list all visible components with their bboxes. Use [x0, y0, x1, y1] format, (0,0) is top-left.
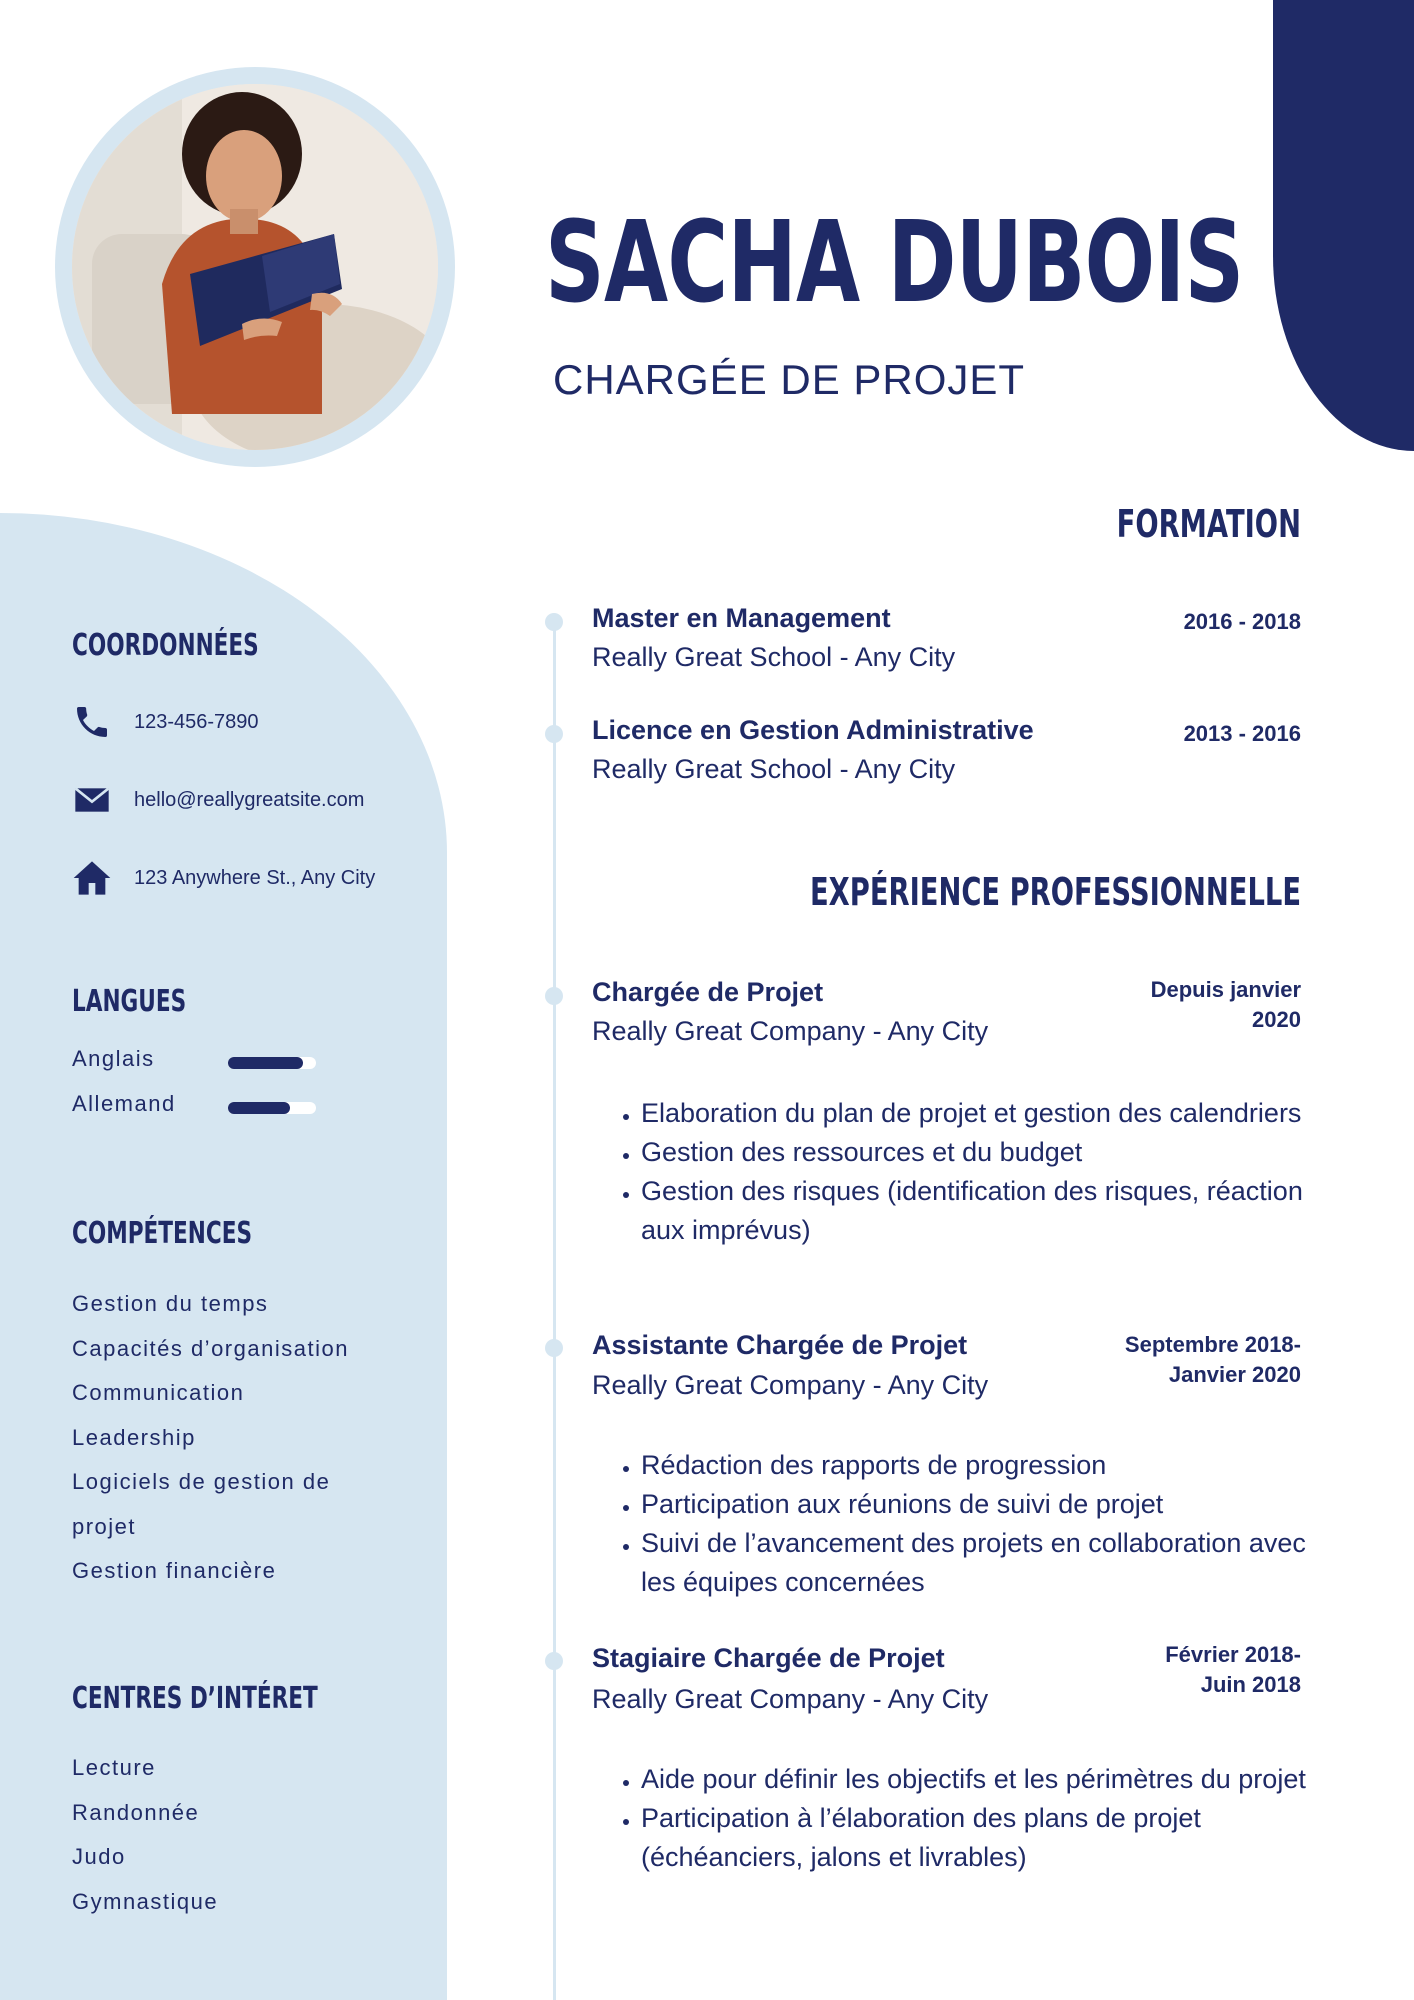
skills-heading: COMPÉTENCES: [72, 1216, 253, 1251]
job-duties-list: [592, 1446, 1341, 1602]
phone-row: [72, 700, 259, 744]
job-title: CHARGÉE DE PROJET: [553, 356, 1026, 403]
corner-decoration: [1273, 0, 1414, 451]
email-address: hello@reallygreatsite.com: [134, 788, 365, 811]
company-name: Really Great Company - Any City: [592, 1370, 989, 1400]
job-duties-list: [592, 1760, 1341, 1877]
interest-item: Judo: [72, 1844, 126, 1869]
school-name: Really Great School - Any City: [592, 642, 956, 672]
interests-list: [72, 1746, 218, 1924]
company-name: Really Great Company - Any City: [592, 1684, 989, 1714]
postal-address: 123 Anywhere St., Any City: [134, 866, 376, 889]
job-title: Assistante Chargée de Projet: [592, 1330, 968, 1360]
degree-title: Master en Management: [592, 603, 891, 633]
timeline-dot: [545, 725, 563, 743]
skill-item: Logiciels de gestion de projet: [72, 1469, 331, 1539]
skill-item: Leadership: [72, 1424, 196, 1450]
duty-item: • Suivi de l’avancement des projets en collaboration avec les équipes concernées: [641, 1524, 1341, 1602]
job-duties-list: [592, 1094, 1341, 1250]
duty-item: • Rédaction des rapports de progression: [641, 1446, 1341, 1485]
timeline-dot: [545, 987, 563, 1005]
job-title: Stagiaire Chargée de Projet: [592, 1643, 945, 1673]
profile-photo: [72, 84, 438, 450]
duty-item: • Gestion des ressources et du budget: [641, 1133, 1341, 1172]
duty-item: • Participation aux réunions de suivi de projet: [641, 1485, 1341, 1524]
language-level-bar: [228, 1057, 316, 1069]
interests-heading: CENTRES D’INTÉRET: [72, 1681, 318, 1716]
experience-heading: EXPÉRIENCE PROFESSIONNELLE: [809, 870, 1301, 914]
interest-item: Lecture: [72, 1755, 156, 1780]
job-dates: [1125, 1330, 1301, 1390]
education-heading: FORMATION: [1116, 502, 1301, 546]
job-date-line: Février 2018-: [1165, 1642, 1301, 1667]
skill-item: Capacités d’organisation: [72, 1335, 349, 1361]
timeline-line: [553, 620, 556, 2000]
language-level-bar: [228, 1102, 316, 1114]
job-dates: [1151, 975, 1301, 1035]
contact-heading: COORDONNÉES: [72, 628, 259, 663]
language-level-fill: [228, 1102, 290, 1114]
interest-item: Randonnée: [72, 1799, 200, 1825]
job-date-line: 2020: [1252, 1007, 1301, 1032]
skill-item: Gestion financière: [72, 1558, 277, 1583]
company-name: Really Great Company - Any City: [592, 1016, 989, 1046]
language-level-fill: [228, 1057, 303, 1069]
skill-item: Gestion du temps: [72, 1291, 269, 1316]
email-row: [72, 778, 365, 822]
mail-icon: [72, 780, 112, 820]
job-date-line: Depuis janvier: [1150, 977, 1301, 1002]
person-name: SACHA DUBOIS: [545, 198, 1244, 328]
language-name: Anglais: [72, 1046, 155, 1071]
timeline-dot: [545, 1652, 563, 1670]
duty-item: • Elaboration du plan de projet et gestion des calendriers: [641, 1094, 1341, 1133]
skill-item: Communication: [72, 1380, 245, 1405]
language-item: [72, 1091, 332, 1121]
timeline-dot: [545, 613, 563, 631]
timeline-dot: [545, 1339, 563, 1357]
job-date-line: Septembre 2018-: [1124, 1332, 1301, 1357]
job-date-line: Juin 2018: [1200, 1672, 1301, 1697]
phone-icon: [72, 702, 112, 742]
school-name: Really Great School - Any City: [592, 754, 956, 784]
education-dates: 2016 - 2018: [1183, 609, 1301, 634]
duty-item: • Gestion des risques (identification des risques, réaction aux imprévus): [641, 1172, 1341, 1250]
sidebar-background: [0, 513, 447, 2000]
phone-number: 123-456-7890: [134, 710, 259, 733]
language-name: Allemand: [72, 1091, 176, 1116]
profile-photo-frame: [55, 67, 455, 467]
skills-list: [72, 1282, 372, 1594]
interest-item: Gymnastique: [72, 1888, 219, 1914]
job-date-line: Janvier 2020: [1168, 1362, 1301, 1387]
degree-title: Licence en Gestion Administrative: [592, 715, 1034, 745]
job-dates: [1165, 1640, 1301, 1700]
home-icon: [72, 858, 112, 898]
job-title: Chargée de Projet: [592, 977, 824, 1007]
address-row: [72, 856, 376, 900]
education-dates: 2013 - 2016: [1183, 721, 1301, 746]
duty-item: • Participation à l’élaboration des plans de projet (échéanciers, jalons et livrables): [641, 1799, 1341, 1877]
language-item: [72, 1046, 332, 1076]
duty-item: • Aide pour définir les objectifs et les périmètres du projet: [641, 1760, 1341, 1799]
languages-heading: LANGUES: [72, 984, 187, 1019]
